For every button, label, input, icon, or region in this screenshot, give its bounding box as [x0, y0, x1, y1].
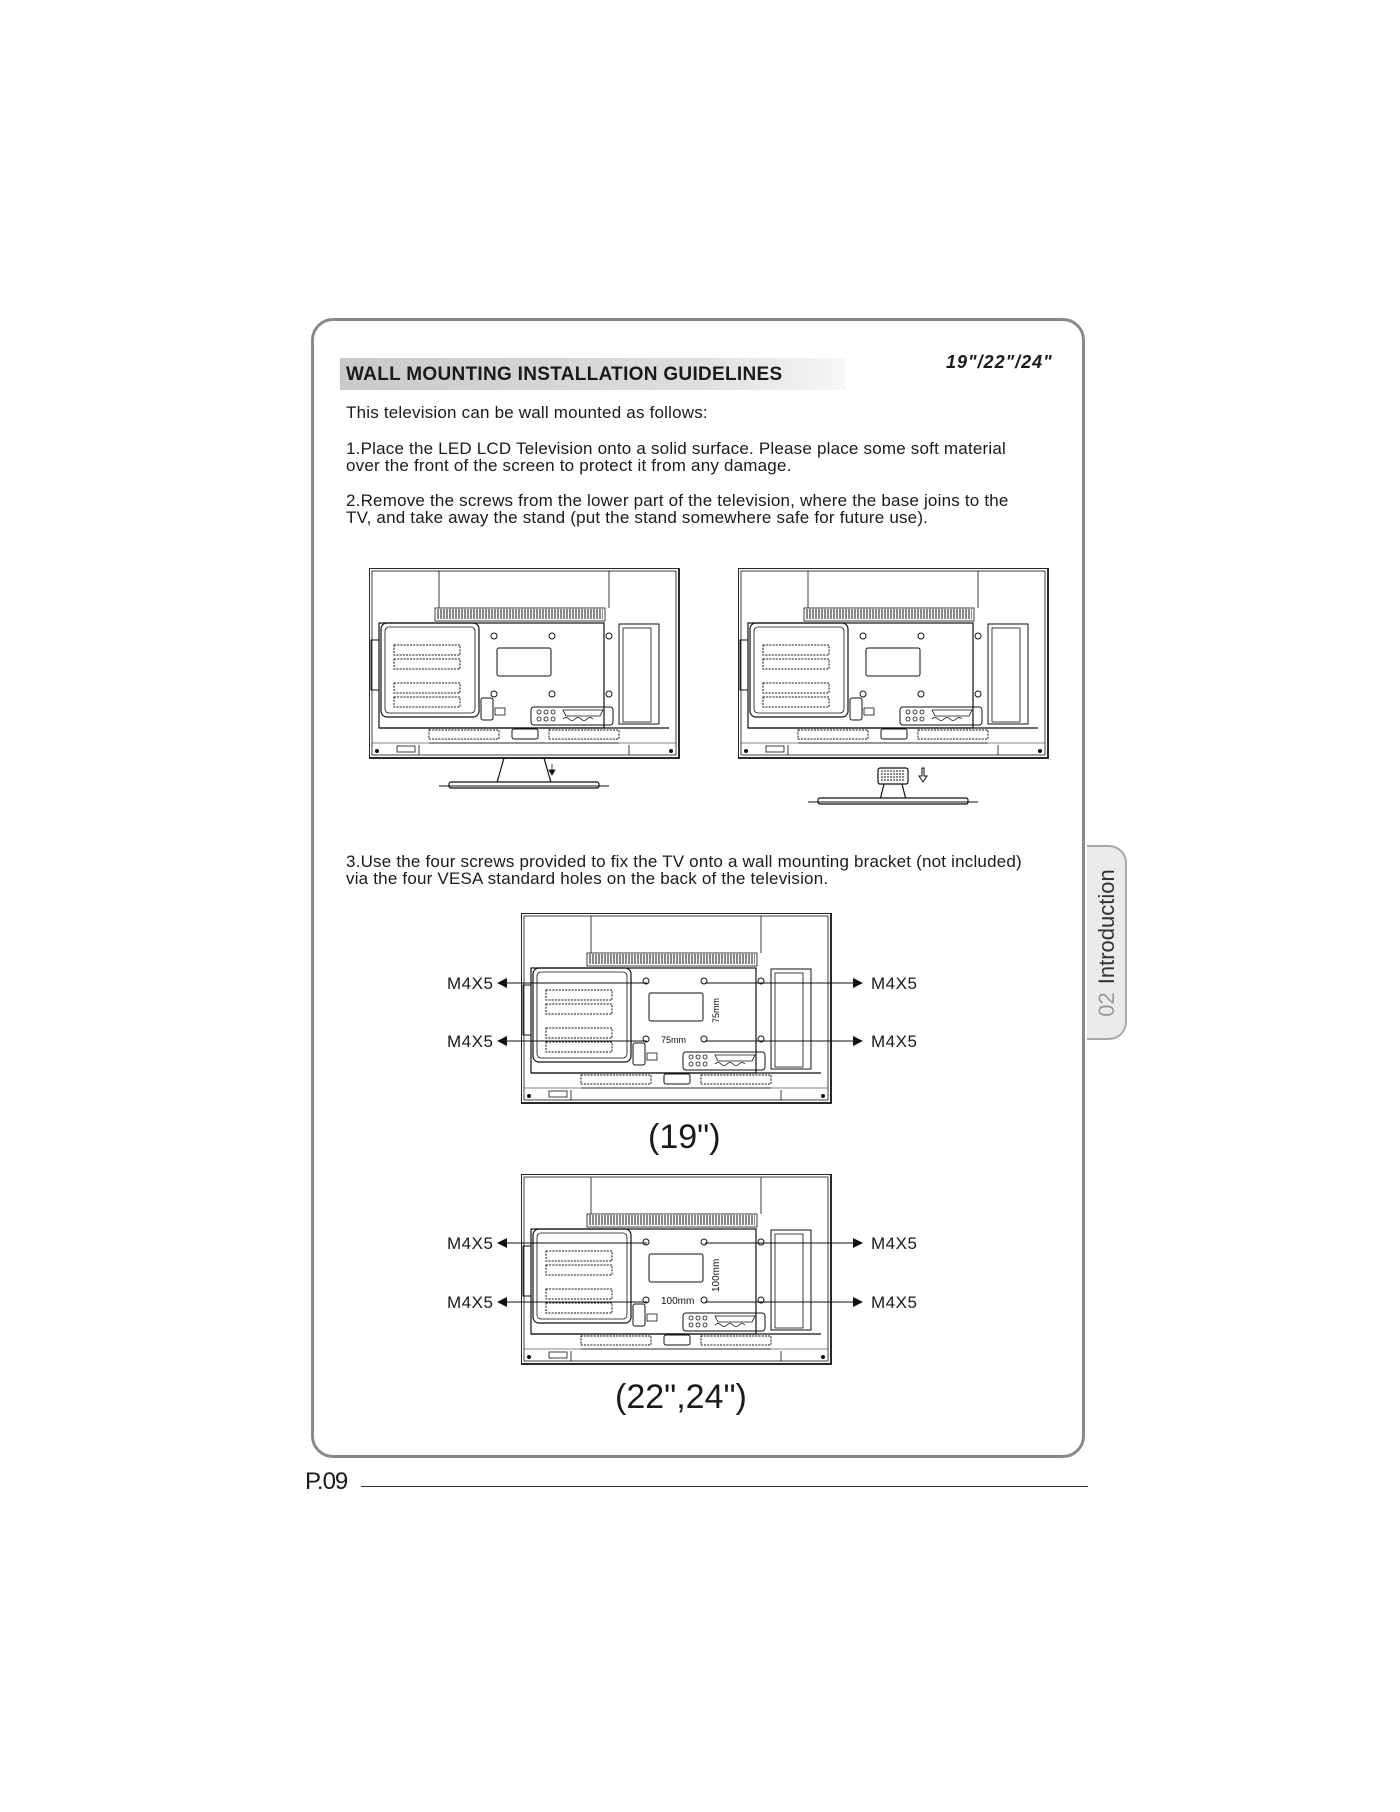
vesa-22-24-vertical-spacing: 100mm [711, 1258, 722, 1292]
vesa-19-screw-top-right: M4X5 [871, 974, 918, 993]
step-3-line-1: 3.Use the four screws provided to fix the TV onto a wall mounting bracket (not included) [346, 852, 1022, 871]
vesa-22-24-screw-top-left: M4X5 [447, 1234, 494, 1253]
vesa-22-24-screw-top-right: M4X5 [871, 1234, 918, 1253]
step-2-line-1: 2.Remove the screws from the lower part of the television, where the base joins to the [346, 491, 1009, 510]
step-1 [346, 440, 1006, 474]
chapter-number: 02 [1094, 992, 1119, 1017]
tv-stand-removed-diagram [738, 568, 1053, 813]
intro-text: This television can be wall mounted as follows: [346, 403, 708, 422]
vesa-22-24-arrows [495, 1228, 865, 1308]
vesa-19-arrows [495, 968, 865, 1048]
step-2-line-2: TV, and take away the stand (put the stand somewhere safe for future use). [346, 508, 929, 527]
section-heading [340, 358, 846, 390]
vesa-19-horizontal-spacing: 75mm [661, 1035, 687, 1045]
step-1-line-1: 1.Place the LED LCD Television onto a solid surface. Please place some soft material [346, 439, 1006, 458]
chapter-title: Introduction [1094, 869, 1119, 985]
chapter-tab-label [1094, 869, 1120, 1016]
page-number: P.09 [305, 1468, 348, 1495]
model-sizes: 19"/22"/24" [946, 352, 1053, 372]
vesa-22-24-screw-bottom-left: M4X5 [447, 1293, 494, 1312]
step-3 [346, 853, 1022, 887]
vesa-19-vertical-spacing: 75mm [711, 997, 721, 1023]
vesa-22-24-horizontal-spacing: 100mm [661, 1296, 695, 1307]
vesa-19-screw-bottom-right: M4X5 [871, 1032, 918, 1051]
footer-divider [361, 1486, 1088, 1487]
section-title: WALL MOUNTING INSTALLATION GUIDELINES [346, 364, 783, 385]
vesa-19-screw-bottom-left: M4X5 [447, 1032, 494, 1051]
vesa-22-24-screw-bottom-right: M4X5 [871, 1293, 918, 1312]
vesa-22-24-caption: (22",24") [615, 1378, 747, 1416]
vesa-19-caption: (19") [648, 1118, 721, 1156]
step-3-line-2: via the four VESA standard holes on the back of the television. [346, 869, 829, 888]
step-1-line-2: over the front of the screen to protect it from any damage. [346, 456, 792, 475]
vesa-19-screw-top-left: M4X5 [447, 974, 494, 993]
tv-with-stand-diagram [369, 568, 684, 790]
step-2 [346, 492, 1009, 526]
